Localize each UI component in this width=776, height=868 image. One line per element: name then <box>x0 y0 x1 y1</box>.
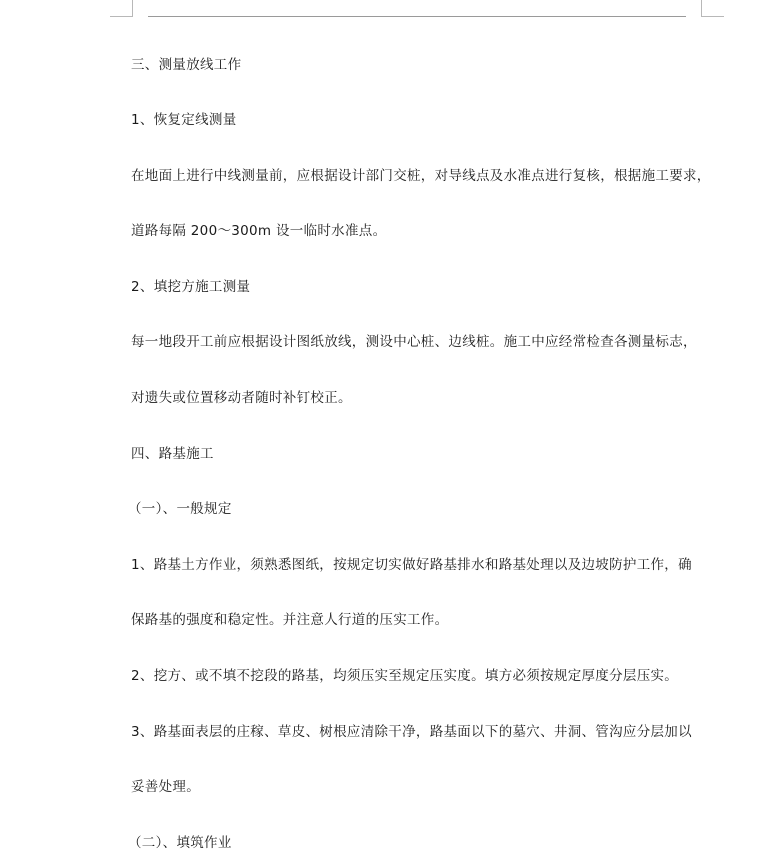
body-paragraph-line: 在地面上进行中线测量前，应根据设计部门交桩，对导线点及水准点进行复核，根据施工要求， <box>131 168 711 184</box>
body-paragraph-line: 道路每隔 200～300m 设一临时水准点。 <box>131 223 387 239</box>
body-paragraph-line: 每一地段开工前应根据设计图纸放线，测设中心桩、边线桩。施工中应经常检查各测量标志， <box>131 334 697 350</box>
body-paragraph-line: 3、路基面表层的庄稼、草皮、树根应清除干净，路基面以下的墓穴、井洞、管沟应分层加以 <box>131 724 692 740</box>
subsection-heading: 2、填挖方施工测量 <box>131 279 251 295</box>
header-divider <box>148 16 686 17</box>
subsection-heading: （二）、填筑作业 <box>128 835 232 851</box>
body-paragraph-line: 1、路基土方作业，须熟悉图纸，按规定切实做好路基排水和路基处理以及边坡防护工作，确 <box>131 557 692 573</box>
body-paragraph-line: 保路基的强度和稳定性。并注意人行道的压实工作。 <box>131 612 449 628</box>
body-paragraph-line: 妥善处理。 <box>131 779 200 795</box>
body-paragraph-line: 2、挖方、或不填不挖段的路基，均须压实至规定压实度。填方必须按规定厚度分层压实。 <box>131 668 679 684</box>
section-heading: 四、路基施工 <box>131 446 214 462</box>
subsection-heading: （一）、一般规定 <box>128 501 232 517</box>
section-heading: 三、测量放线工作 <box>131 57 242 73</box>
subsection-heading: 1、恢复定线测量 <box>131 112 237 128</box>
body-paragraph-line: 对遗失或位置移动者随时补钉校正。 <box>131 390 352 406</box>
page-corner-mark-top-left <box>110 0 133 17</box>
page-corner-mark-top-right <box>701 0 724 17</box>
